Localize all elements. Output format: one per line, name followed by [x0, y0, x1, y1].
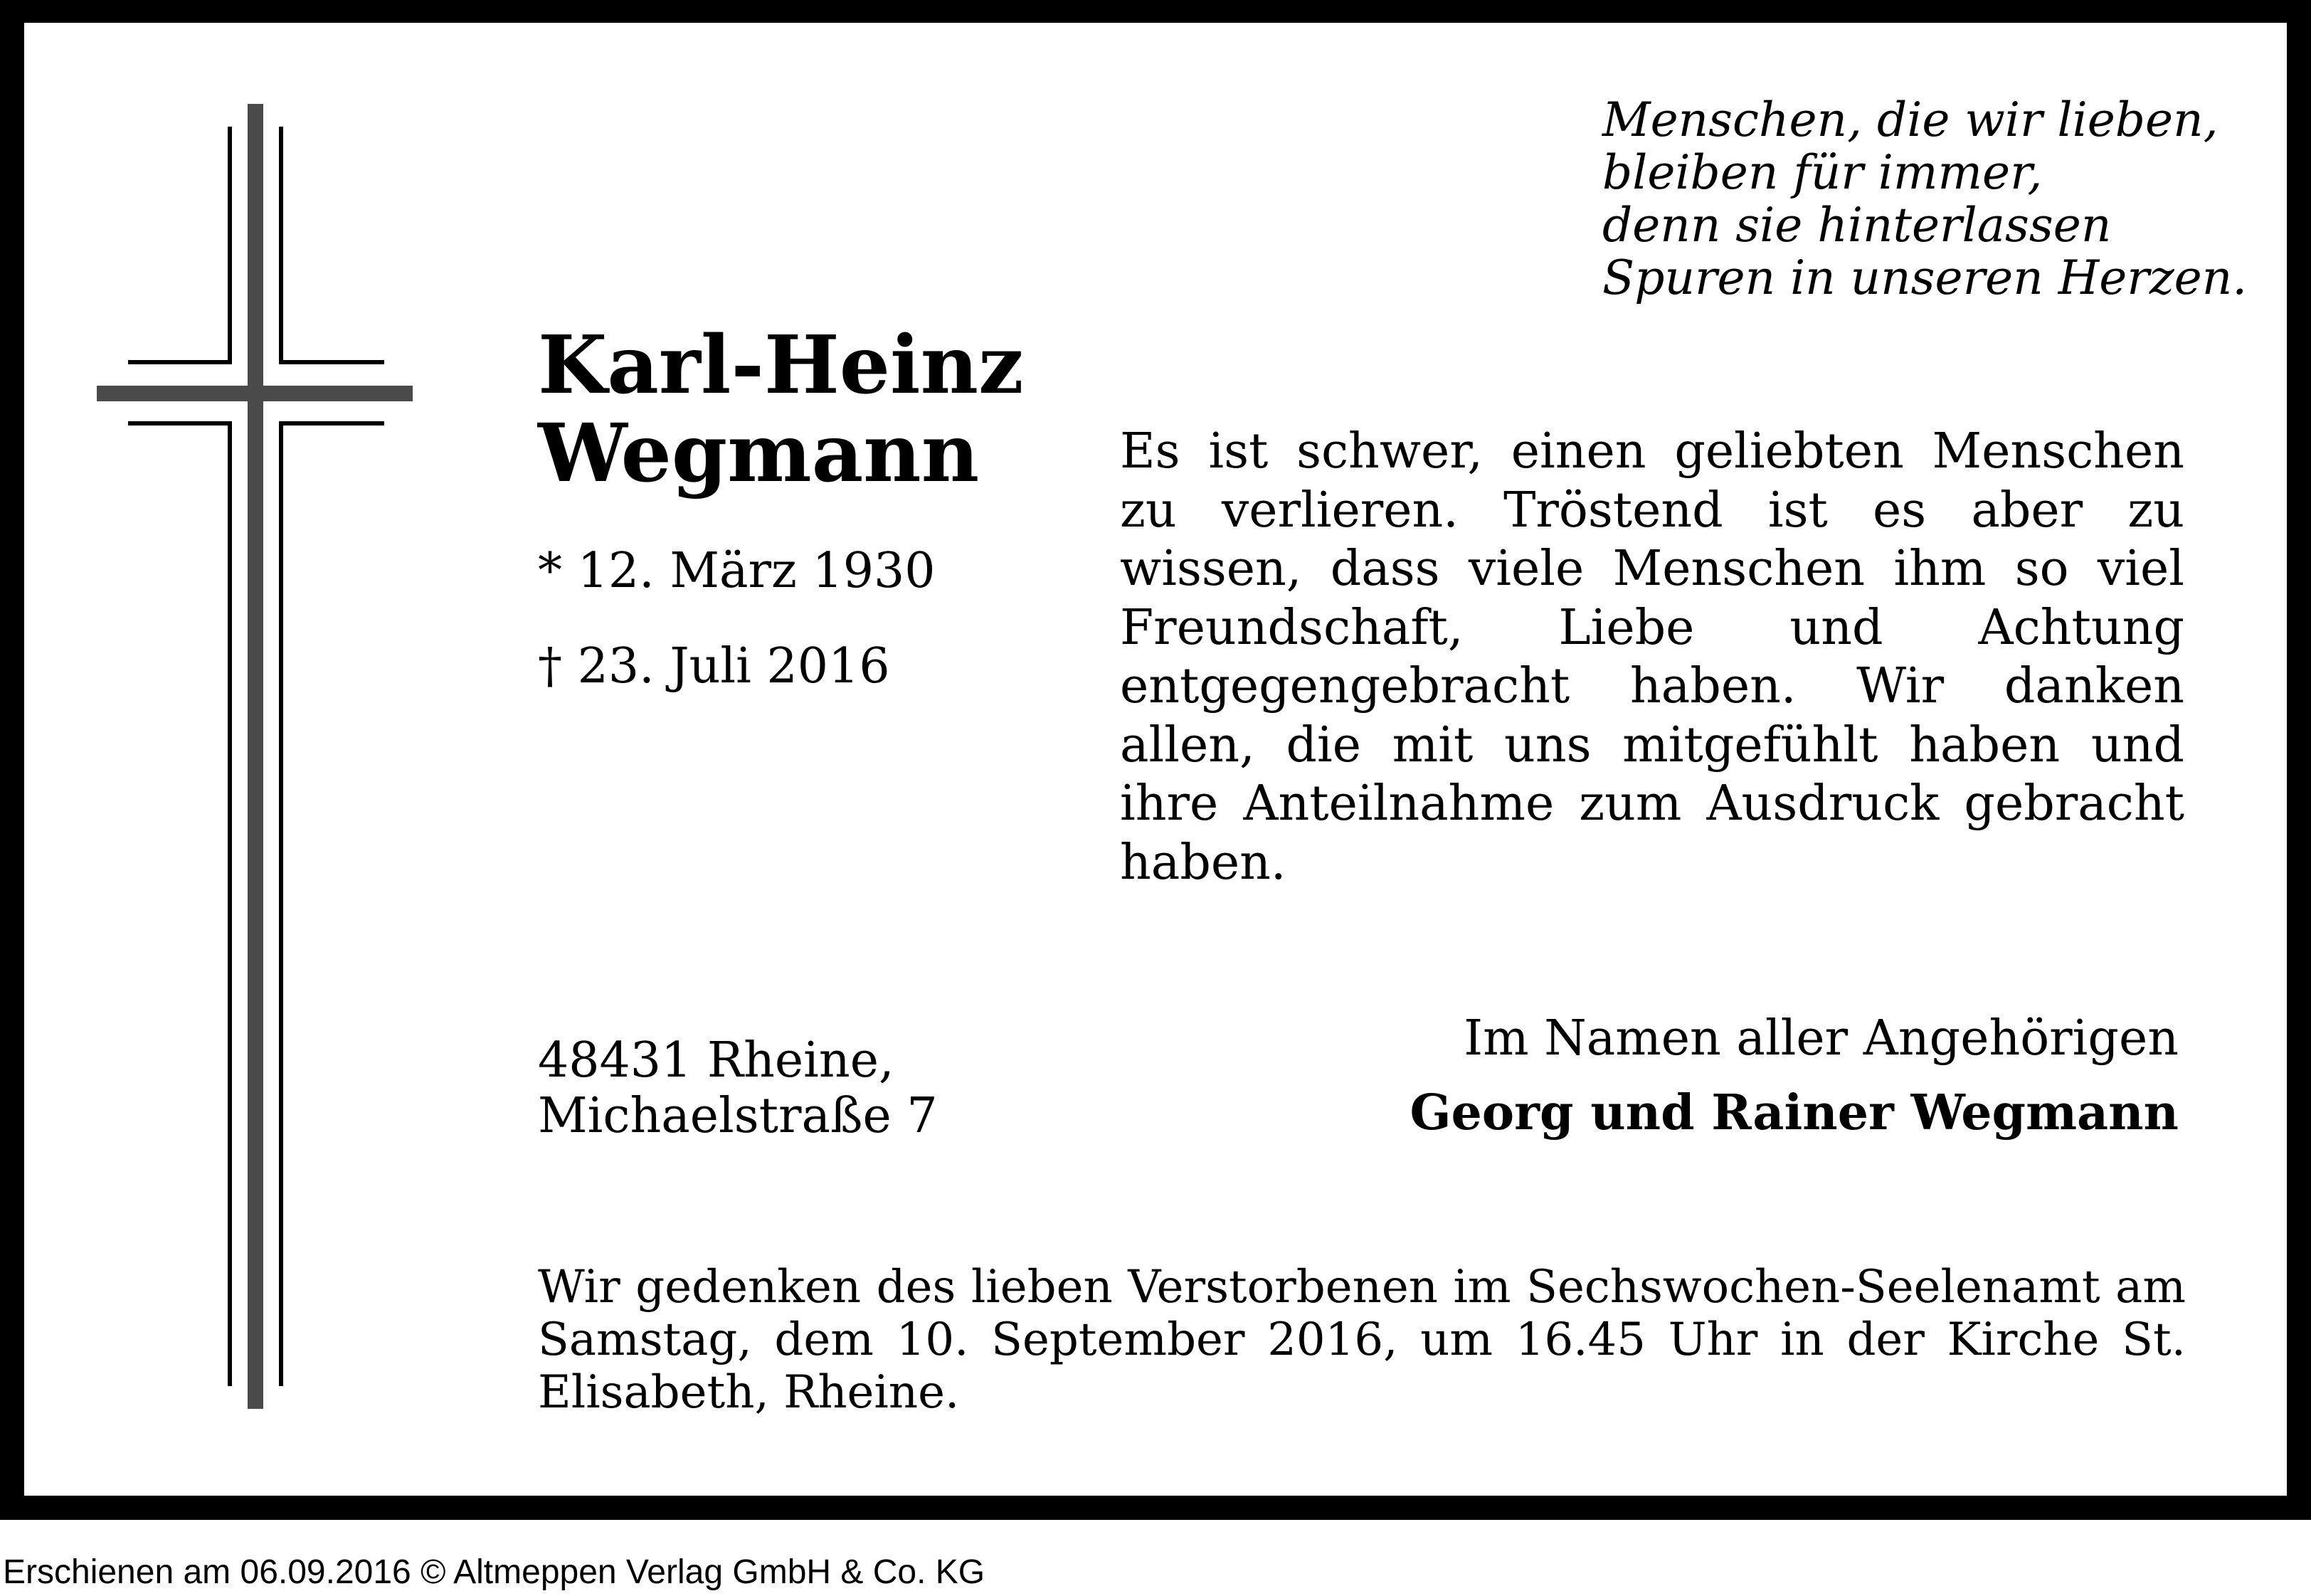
deceased-last-name: Wegmann	[538, 407, 980, 500]
death-date: † 23. Juli 2016	[538, 638, 890, 694]
birth-date: * 12. März 1930	[538, 543, 936, 599]
motto-poem	[1602, 94, 2247, 305]
cross-vertical-beam	[248, 104, 263, 1409]
memorial-service-notice: Wir gedenken des lieben Verstorbenen im Sechswochen-Seelenamt am Samstag, dem 10. September 2016, um 16.45 Uhr in der Kirche St. Elisabeth, Rheine.	[538, 1261, 2186, 1419]
address-city: 48431 Rheine,	[538, 1032, 894, 1089]
deceased-first-name: Karl-Heinz	[538, 319, 1024, 412]
motto-line: denn sie hinterlassen	[1602, 198, 2112, 253]
closing-intro: Im Namen aller Angehörigen	[1464, 1010, 2179, 1067]
life-dates	[538, 524, 936, 714]
motto-line: bleiben für immer,	[1602, 145, 2043, 200]
motto-line: Spuren in unseren Herzen.	[1602, 250, 2248, 305]
gratitude-message: Es ist schwer, einen geliebten Menschen zu verlieren. Tröstend ist es aber zu wissen, dass viele Menschen ihm so viel Freundschaft, Liebe und Achtung entgegengebracht haben. Wir danken allen, die mit uns mitgefühlt haben und ihre Anteilnahme zum Ausdruck gebracht haben.	[1120, 423, 2184, 891]
cross-horizontal-beam	[97, 386, 413, 401]
motto-line: Menschen, die wir lieben,	[1602, 93, 2219, 147]
publication-footer: Erschienen am 06.09.2016 © Altmeppen Verlag GmbH & Co. KG	[3, 1553, 985, 1591]
deceased-name	[538, 319, 1024, 500]
closing-signature	[1410, 1008, 2179, 1156]
address-street: Michaelstraße 7	[538, 1088, 938, 1144]
closing-signers: Georg und Rainer Wegmann	[1410, 1084, 2179, 1141]
family-address	[538, 1033, 938, 1144]
